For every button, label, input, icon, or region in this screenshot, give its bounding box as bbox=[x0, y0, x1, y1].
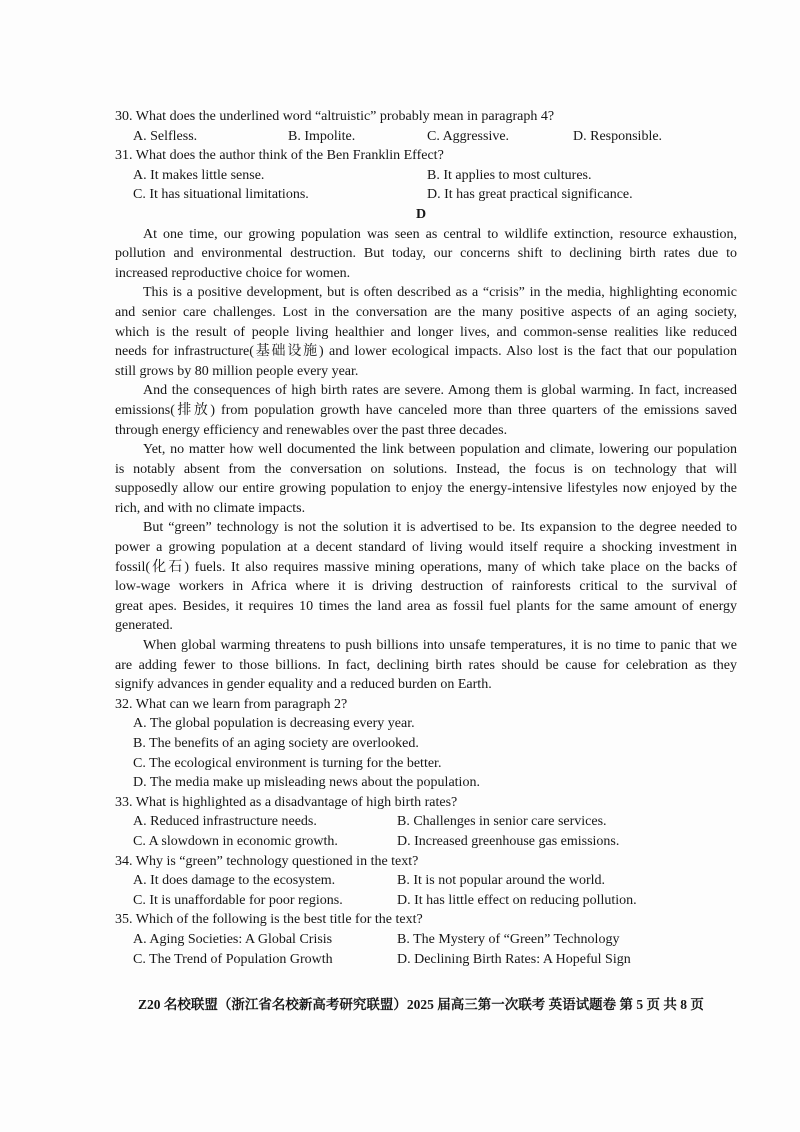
passage-line: increased reproductive choice for women. bbox=[115, 265, 351, 281]
options-row bbox=[115, 127, 737, 147]
options-row bbox=[115, 166, 737, 186]
question-stem: 31. What does the author think of the Ben Franklin Effect? bbox=[115, 148, 444, 164]
option-d: D. Increased greenhouse gas emissions. bbox=[397, 833, 620, 849]
passage-line: power a growing population at a decent standard of living would itself require a shocking investment in bbox=[115, 540, 737, 556]
option-d: D. It has little effect on reducing pollution. bbox=[397, 892, 637, 908]
options-row bbox=[115, 185, 737, 205]
passage-line: This is a positive development, but is often described as a “crisis” in the media, highlighting economic bbox=[143, 285, 737, 301]
passage-line: fossil(化石) fuels. It also requires massive mining operations, many of which take place on the backs of bbox=[115, 559, 737, 575]
option-a: A. It does damage to the ecosystem. bbox=[133, 873, 336, 889]
passage-paragraph-6 bbox=[115, 636, 737, 695]
passage-line: At one time, our growing population was seen as central to wildlife extinction, resource exhaustion, bbox=[143, 226, 737, 242]
passage-line: are adding fewer to those billions. In fact, declining birth rates should be cause for celebration as they bbox=[115, 657, 737, 673]
question-stem: 32. What can we learn from paragraph 2? bbox=[115, 696, 348, 712]
question-stem: 35. Which of the following is the best title for the text? bbox=[115, 912, 423, 928]
passage-paragraph-5 bbox=[115, 518, 737, 636]
question-32 bbox=[115, 695, 737, 793]
passage-paragraph-2 bbox=[115, 283, 737, 381]
passage-line: still grows by 80 million people every year. bbox=[115, 363, 359, 379]
passage-line: emissions(排放) from population growth have canceled more than three quarters of the emissions saved bbox=[115, 402, 737, 418]
option-c: C. The ecological environment is turning for the better. bbox=[133, 755, 442, 771]
options-row bbox=[115, 930, 737, 950]
option-b: B. Impolite. bbox=[288, 128, 356, 144]
option-c: C. A slowdown in economic growth. bbox=[133, 833, 338, 849]
option-a: A. Aging Societies: A Global Crisis bbox=[133, 931, 333, 947]
passage-line: needs for infrastructure(基础设施) and lower ecological impacts. Also lost is the fact that our population bbox=[115, 344, 737, 360]
passage-line: and senior care challenges. Lost in the conversation are the many positive aspects of an aging society, bbox=[115, 304, 737, 320]
option-a: A. The global population is decreasing every year. bbox=[133, 716, 415, 732]
option-d: D. It has great practical significance. bbox=[427, 187, 633, 203]
option-b: B. The benefits of an aging society are overlooked. bbox=[133, 736, 419, 751]
passage-heading: D bbox=[415, 206, 427, 222]
question-stem: 33. What is highlighted as a disadvantage of high birth rates? bbox=[115, 794, 458, 810]
passage-line: generated. bbox=[115, 618, 173, 634]
option-c: C. It is unaffordable for poor regions. bbox=[133, 892, 343, 908]
options-row bbox=[115, 714, 737, 734]
question-stem: 34. Why is “green” technology questioned in the text? bbox=[115, 853, 419, 869]
option-a: A. It makes little sense. bbox=[133, 167, 265, 183]
passage-line: signify advances in gender equality and a reduced burden on Earth. bbox=[115, 677, 492, 693]
options-row bbox=[115, 812, 737, 832]
options-row bbox=[115, 734, 737, 754]
question-34 bbox=[115, 852, 737, 911]
passage bbox=[115, 205, 737, 695]
options-row bbox=[115, 891, 737, 911]
question-33 bbox=[115, 793, 737, 852]
option-a: A. Reduced infrastructure needs. bbox=[133, 814, 317, 830]
question-35 bbox=[115, 910, 737, 969]
option-c: C. Aggressive. bbox=[427, 128, 510, 144]
question-31 bbox=[115, 146, 737, 205]
option-b: B. It applies to most cultures. bbox=[427, 167, 592, 183]
page-content bbox=[115, 107, 737, 969]
passage-line: pollution and environmental destruction. But today, our concerns shift to declining birth rates due to bbox=[115, 246, 737, 262]
option-b: B. Challenges in senior care services. bbox=[397, 814, 607, 830]
page-footer: Z20 名校联盟（浙江省名校新高考研究联盟）2025 届高三第一次联考 英语试题卷 第 5 页 共 8 页 bbox=[138, 997, 704, 1012]
options-row bbox=[115, 832, 737, 852]
option-a: A. Selfless. bbox=[133, 128, 198, 144]
options-row bbox=[115, 754, 737, 774]
passage-line: And the consequences of high birth rates are severe. Among them is global warming. In fact, increased bbox=[143, 383, 737, 399]
options-row bbox=[115, 773, 737, 793]
passage-line: rich, and with no climate impacts. bbox=[115, 500, 306, 516]
passage-line: But “green” technology is not the solution it is advertised to be. Its expansion to the degree needed to bbox=[143, 520, 737, 536]
passage-line: through energy efficiency and renewables over the past three decades. bbox=[115, 422, 508, 438]
passage-line: which is the result of people living healthier and longer lives, and common-sense realities like reduced bbox=[115, 324, 737, 340]
passage-line: low-wage workers in Africa where it is driving destruction of rainforests critical to the survival of bbox=[115, 579, 737, 595]
passage-paragraph-3 bbox=[115, 381, 737, 440]
passage-paragraph-4 bbox=[115, 440, 737, 518]
options-row bbox=[115, 871, 737, 891]
option-d: D. Responsible. bbox=[573, 128, 663, 144]
passage-line: supposedly allow our entire growing population to enjoy the energy-intensive lifestyles now enjoyed by the bbox=[115, 481, 737, 497]
question-stem: 30. What does the underlined word “altruistic” probably mean in paragraph 4? bbox=[115, 109, 555, 124]
question-30 bbox=[115, 107, 737, 146]
passage-line: great apes. Besides, it requires 10 times the land area as fossil fuel plants for the same amount of energy bbox=[115, 598, 737, 614]
option-b: B. It is not popular around the world. bbox=[397, 873, 606, 889]
passage-line: When global warming threatens to push billions into unsafe temperatures, it is no time to panic that we bbox=[143, 638, 737, 654]
passage-line: Yet, no matter how well documented the link between population and climate, lowering our population bbox=[143, 442, 737, 458]
passage-paragraph-1 bbox=[115, 225, 737, 284]
passage-line: is notably absent from the conversation on solutions. Instead, the focus is on technology that will bbox=[115, 461, 737, 477]
option-c: C. The Trend of Population Growth bbox=[133, 951, 333, 967]
options-row bbox=[115, 950, 737, 970]
option-c: C. It has situational limitations. bbox=[133, 187, 309, 203]
option-d: D. The media make up misleading news about the population. bbox=[133, 775, 480, 791]
option-d: D. Declining Birth Rates: A Hopeful Sign bbox=[397, 951, 631, 967]
option-b: B. The Mystery of “Green” Technology bbox=[397, 931, 620, 947]
